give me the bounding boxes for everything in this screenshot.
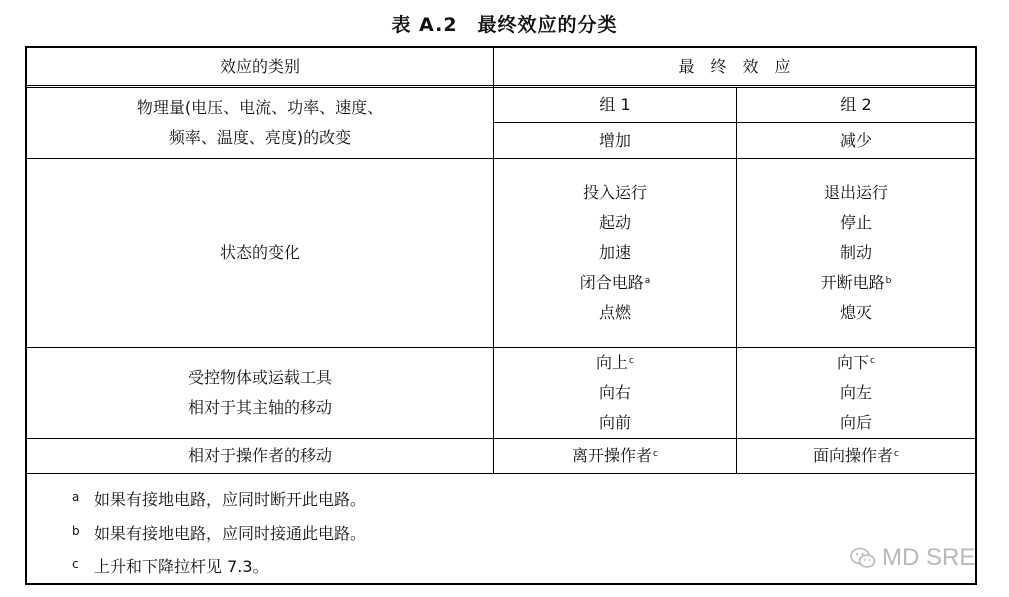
state-g2-item: 制动 — [839, 243, 872, 262]
footnote-text: 如果有接地电路，应同时断开此电路。 — [94, 490, 367, 509]
watermark-text: MD SRE — [882, 544, 976, 571]
header-final-effect — [494, 48, 975, 86]
state-g1-item: 加速 — [598, 243, 631, 262]
axis-g1-item-with-note — [596, 348, 634, 378]
axis-label-line1: 受控物体或运载工具 — [187, 368, 332, 387]
footnote-mark: b — [72, 524, 80, 538]
state-g1-item: 闭合电路 — [579, 273, 644, 292]
header-final-effect-text: 最 终 效 应 — [678, 57, 791, 76]
axis-group1-cell — [494, 348, 736, 438]
axis-g1-item: 向右 — [598, 383, 631, 402]
axis-g2-item: 向下 — [837, 353, 870, 372]
footnote-mark: c — [653, 449, 658, 459]
footnote-mark: c — [629, 356, 634, 366]
group2-text: 组 2 — [840, 95, 872, 114]
axis-g2-item-with-note — [837, 348, 875, 378]
state-g2-item: 退出运行 — [823, 183, 888, 202]
footnote-mark: c — [894, 449, 899, 459]
header-category — [27, 48, 493, 86]
footnote-mark: b — [885, 276, 892, 286]
footnote-mark: c — [870, 356, 875, 366]
state-g1-item: 投入运行 — [582, 183, 647, 202]
state-change-label — [27, 159, 493, 347]
row-divider — [27, 473, 975, 474]
decrease-cell — [737, 123, 975, 158]
state-group2-cell — [737, 159, 975, 347]
state-group1-cell — [494, 159, 736, 347]
footnote-text: 如果有接地电路，应同时接通此电路。 — [94, 524, 367, 543]
state-g1-item: 点燃 — [598, 303, 631, 322]
wechat-icon — [850, 547, 876, 569]
footnote-c — [72, 557, 269, 577]
increase-cell — [494, 123, 736, 158]
footnote-b — [72, 524, 366, 544]
state-g2-item: 熄灭 — [839, 303, 872, 322]
state-g1-item-with-note — [580, 268, 651, 298]
state-g1-item: 起动 — [598, 213, 631, 232]
footnote-text: 上升和下降拉杆见 7.3。 — [94, 557, 269, 576]
operator-group1-cell — [494, 439, 736, 473]
physical-label-line2: 频率、温度、亮度)的改变 — [168, 128, 352, 147]
state-g2-item: 开断电路 — [820, 273, 885, 292]
watermark — [850, 544, 975, 572]
table-title: 表 A.2 最终效应的分类 — [391, 14, 618, 36]
footnote-mark: c — [72, 557, 79, 571]
footnote-a — [72, 490, 366, 510]
physical-quantity-label — [27, 88, 493, 158]
group1-header — [494, 88, 736, 122]
operator-group2-cell — [737, 439, 975, 473]
header-category-text: 效应的类别 — [219, 57, 300, 76]
decrease-text: 减少 — [839, 130, 872, 150]
footnote-mark: a — [72, 490, 80, 504]
axis-group2-cell — [737, 348, 975, 438]
group2-header — [737, 88, 975, 122]
operator-motion-label — [27, 439, 493, 473]
state-g2-item: 停止 — [839, 213, 872, 232]
physical-label-line1: 物理量(电压、电流、功率、速度、 — [136, 98, 384, 117]
group1-text: 组 1 — [599, 95, 631, 114]
axis-g2-item: 向左 — [839, 383, 872, 402]
state-label-text: 状态的变化 — [219, 243, 300, 262]
axis-g2-item: 向后 — [839, 413, 872, 432]
axis-g1-item: 向上 — [596, 353, 629, 372]
axis-label-line2: 相对于其主轴的移动 — [187, 398, 332, 417]
operator-g2-text: 面向操作者 — [813, 446, 894, 465]
footnote-mark: a — [644, 276, 651, 286]
operator-g1-text: 离开操作者 — [572, 446, 653, 465]
axis-motion-label — [27, 348, 493, 438]
operator-label-text: 相对于操作者的移动 — [187, 446, 332, 465]
axis-g1-item: 向前 — [598, 413, 631, 432]
state-g2-item-with-note — [821, 268, 892, 298]
increase-text: 增加 — [598, 130, 631, 150]
